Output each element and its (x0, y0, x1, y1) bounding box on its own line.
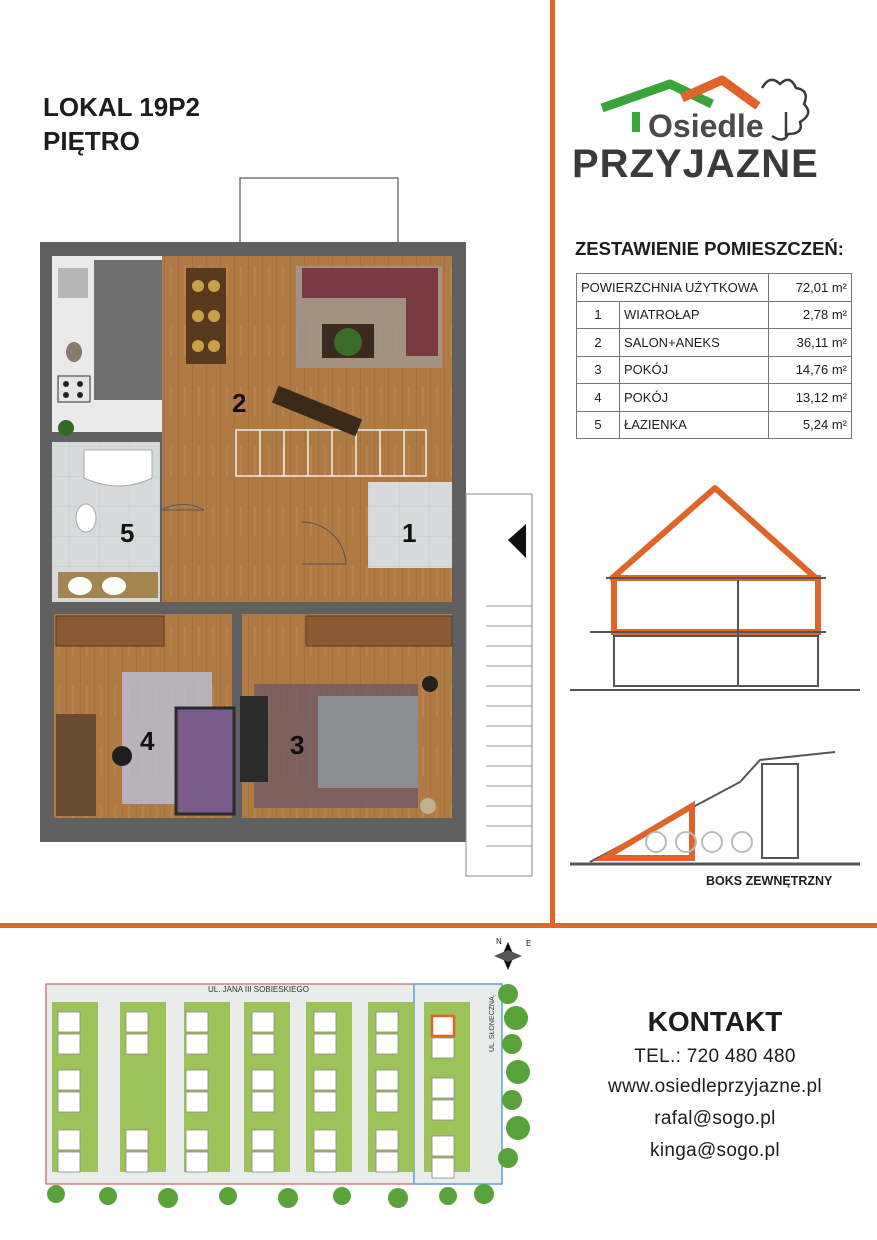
boks-door (762, 764, 798, 858)
street-top-label: UL. JANA III SOBIESKIEGO (208, 985, 309, 994)
contact-website[interactable]: www.osiedleprzyjazne.pl (608, 1076, 822, 1097)
desk (56, 714, 96, 816)
cooktop-icon (58, 376, 90, 402)
building-section (570, 480, 860, 710)
roof-orange-icon (682, 80, 758, 106)
unit-floor: PIĘTRO (43, 126, 140, 156)
room-label-3: 3 (290, 730, 305, 760)
room-area: 14,76 m² (769, 356, 852, 384)
balcony (240, 178, 398, 244)
vertical-divider (550, 0, 555, 925)
brand-word-przyjazne: PRZYJAZNE (572, 142, 819, 186)
compass-n: N (496, 937, 502, 946)
rooms-total-row (577, 274, 852, 302)
room-num: 4 (577, 384, 620, 412)
room-area: 5,24 m² (769, 411, 852, 439)
chair-icon (112, 746, 132, 766)
table-row (577, 301, 852, 329)
toilet-icon (76, 504, 96, 532)
contact-email-rafal[interactable]: rafal@sogo.pl (654, 1108, 776, 1129)
unit-number: LOKAL 19P2 (43, 92, 201, 122)
room-name: ŁAZIENKA (620, 411, 769, 439)
total-label: POWIERZCHNIA UŻYTKOWA (577, 274, 769, 302)
section-lower-floor (614, 636, 818, 686)
rooms-table (576, 273, 852, 439)
unit-title (43, 90, 200, 158)
external-box-drawing (570, 740, 860, 875)
room-num: 3 (577, 356, 620, 384)
horizontal-divider (0, 923, 877, 928)
table-row (577, 411, 852, 439)
room-name: POKÓJ (620, 384, 769, 412)
room-label-1: 1 (402, 518, 417, 548)
section-upper-floor (614, 578, 818, 632)
table-row (577, 329, 852, 357)
kitchen-object (66, 342, 82, 362)
room-num: 5 (577, 411, 620, 439)
room-area: 13,12 m² (769, 384, 852, 412)
kitchen-plant-icon (58, 420, 74, 436)
room-name: SALON+ANEKS (620, 329, 769, 357)
bed-room3 (318, 696, 418, 788)
room-num: 2 (577, 329, 620, 357)
contact-title: KONTAKT (647, 1006, 783, 1037)
street-right-label: UL. SŁONECZNA (489, 996, 496, 1052)
room-num: 1 (577, 301, 620, 329)
brand-word-osiedle: Osiedle (648, 108, 764, 144)
side-table-icon (420, 798, 436, 814)
table-row (577, 384, 852, 412)
room-label-2: 2 (232, 388, 247, 418)
site-plan (38, 932, 558, 1232)
section-roof (610, 488, 818, 580)
room-area: 2,78 m² (769, 301, 852, 329)
room-name: WIATROŁAP (620, 301, 769, 329)
contact-phone[interactable]: TEL.: 720 480 480 (634, 1046, 796, 1067)
bed-room4 (176, 708, 234, 814)
bicycle-icon (646, 832, 752, 852)
highlighted-unit (432, 1016, 454, 1036)
wardrobe-room3 (306, 616, 452, 646)
room-name: POKÓJ (620, 356, 769, 384)
kitchen-backsplash (94, 260, 162, 400)
table-row (577, 356, 852, 384)
plant-icon (334, 328, 362, 356)
total-value: 72,01 m² (769, 274, 852, 302)
wardrobe-room4 (56, 616, 164, 646)
rooms-title: ZESTAWIENIE POMIESZCZEŃ: (575, 238, 844, 259)
room-label-4: 4 (140, 726, 155, 756)
room-label-5: 5 (120, 518, 135, 548)
bathtub-icon (84, 450, 152, 486)
floor-plan (10, 176, 540, 886)
contact-email-kinga[interactable]: kinga@sogo.pl (650, 1140, 780, 1161)
boks-label: BOKS ZEWNĘTRZNY (706, 874, 833, 888)
dresser (240, 696, 268, 782)
kitchen-sink-icon (58, 268, 88, 298)
entrance-arrow-icon (508, 524, 526, 558)
room-area: 36,11 m² (769, 329, 852, 357)
compass-e: E (526, 939, 532, 948)
lamp-icon (422, 676, 438, 692)
compass-icon (494, 937, 531, 970)
